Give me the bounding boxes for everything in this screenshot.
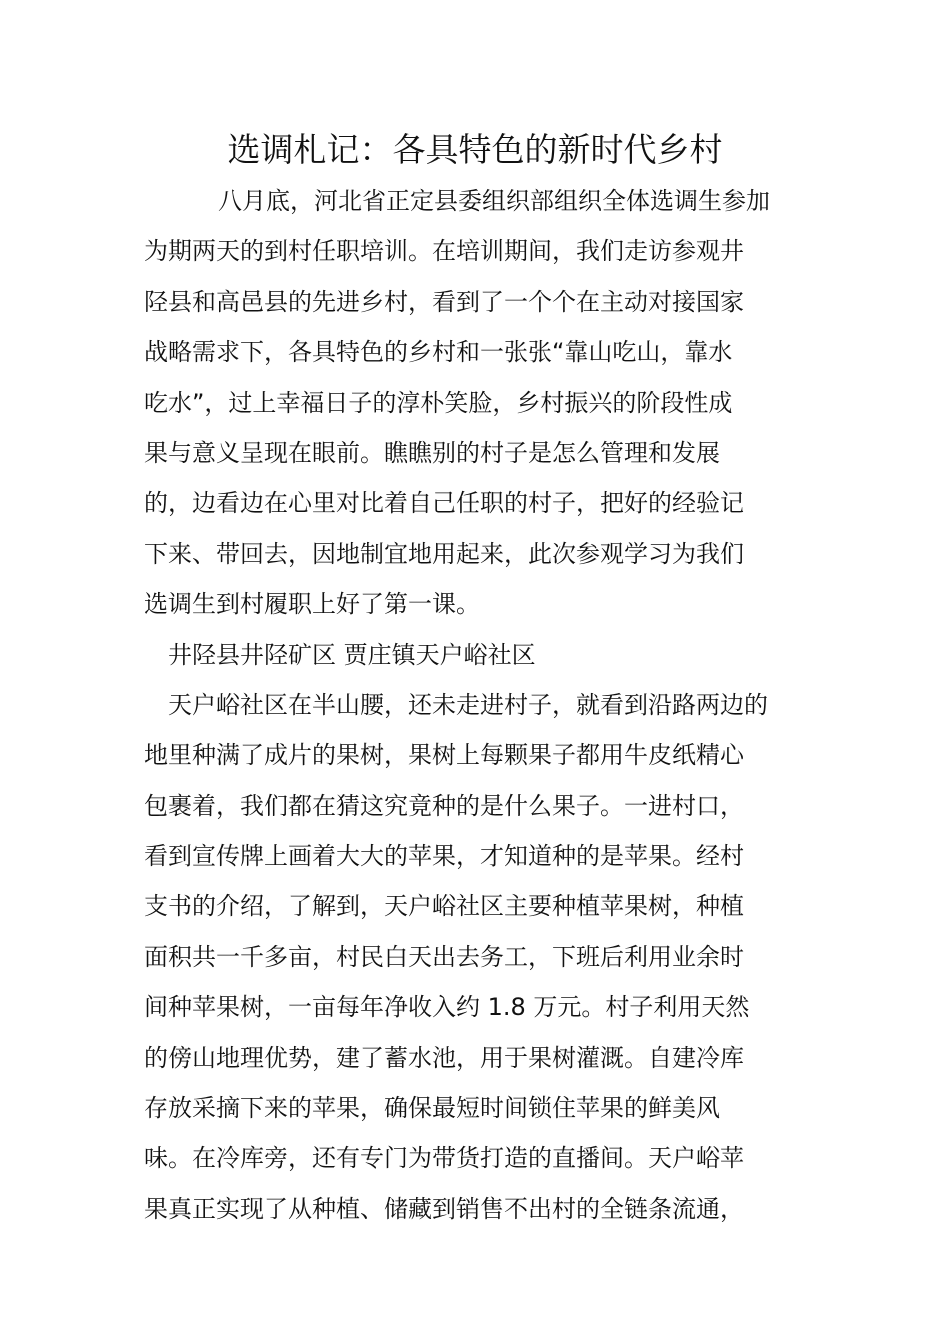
text-line: 面积共一千多亩，村民白天出去务工，下班后利用业余时 (144, 942, 744, 971)
document-body (144, 176, 809, 1234)
section-heading-block (144, 630, 809, 680)
text-line: 选调生到村履职上好了第一课。 (144, 590, 480, 619)
text-line: 战略需求下，各具特色的乡村和一张张“靠山吃山，靠水 (144, 338, 733, 367)
paragraph-intro (144, 176, 809, 630)
text-line: 看到宣传牌上画着大大的苹果，才知道种的是苹果。经村 (144, 842, 744, 871)
text-line: 的，边看边在心里对比着自己任职的村子，把好的经验记 (144, 489, 744, 518)
text-line: 味。在冷库旁，还有专门为带货打造的直播间。天户峪苹 (144, 1144, 744, 1173)
document-title: 选调札记：各具特色的新时代乡村 (227, 130, 723, 169)
text-line: 存放采摘下来的苹果，确保最短时间锁住苹果的鲜美风 (144, 1094, 720, 1123)
text-line: 吃水”，过上幸福日子的淳朴笑脸，乡村振兴的阶段性成 (144, 388, 733, 417)
text-line: 陉县和高邑县的先进乡村，看到了一个个在主动对接国家 (144, 287, 744, 316)
text-line: 八月底，河北省正定县委组织部组织全体选调生参加 (218, 187, 770, 215)
text-line: 间种苹果树，一亩每年净收入约 1.8 万元。村子利用天然 (144, 993, 750, 1022)
text-line: 天户峪社区在半山腰，还未走进村子，就看到沿路两边的 (168, 690, 768, 719)
text-line: 的傍山地理优势，建了蓄水池，用于果树灌溉。自建冷库 (144, 1043, 744, 1072)
section-heading: 井陉县井陉矿区 贾庄镇天户峪社区 (168, 640, 536, 669)
text-line: 为期两天的到村任职培训。在培训期间，我们走访参观井 (144, 237, 744, 266)
text-line: 果真正实现了从种植、储藏到销售不出村的全链条流通， (144, 1194, 744, 1223)
text-line: 包裹着，我们都在猜这究竟种的是什么果子。一进村口， (144, 791, 744, 820)
text-line: 地里种满了成片的果树，果树上每颗果子都用牛皮纸精心 (144, 741, 744, 770)
text-line: 支书的介绍，了解到，天户峪社区主要种植苹果树，种植 (144, 892, 744, 921)
text-line: 果与意义呈现在眼前。瞧瞧别的村子是怎么管理和发展 (144, 438, 720, 467)
paragraph-tianhuyu (144, 680, 809, 1234)
text-line: 下来、带回去，因地制宜地用起来，此次参观学习为我们 (144, 539, 744, 568)
